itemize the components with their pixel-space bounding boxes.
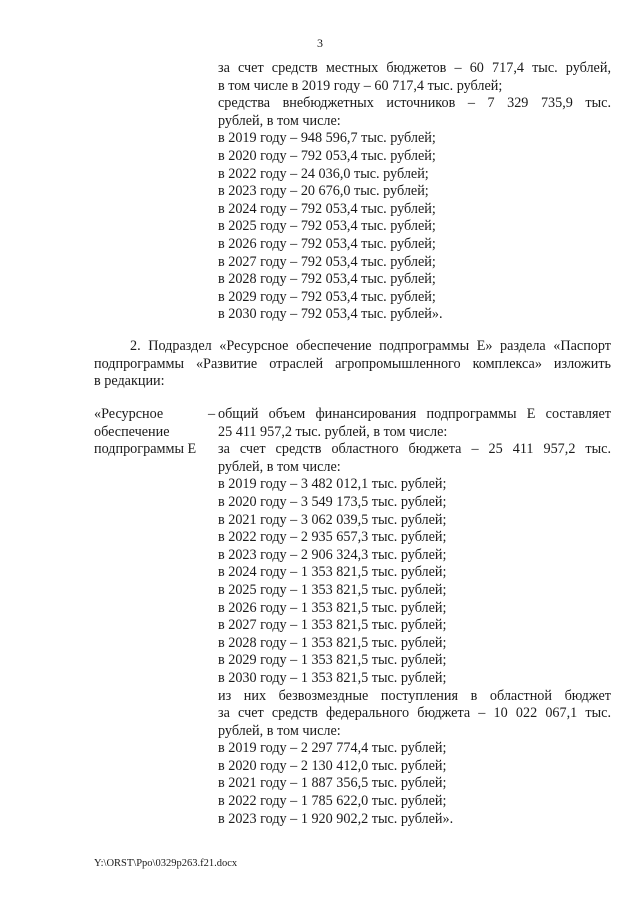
text-line: в 2022 году – 2 935 657,3 тыс. рублей;	[218, 529, 447, 546]
text-line: в 2025 году – 792 053,4 тыс. рублей;	[218, 218, 436, 235]
paragraph-line: подпрограммы «Развитие отраслей агропромышленного комплекса» изложить	[94, 355, 611, 372]
text-line: рублей, в том числе:	[218, 112, 341, 129]
text-line: в 2022 году – 24 036,0 тыс. рублей;	[218, 165, 429, 182]
text-line: в 2028 году – 792 053,4 тыс. рублей;	[218, 271, 436, 288]
file-path-footer: Y:\ORST\Ppo\0329p263.f21.docx	[94, 858, 238, 869]
label-line: подпрограммы Е	[94, 441, 197, 458]
page-number: 3	[317, 36, 323, 50]
label-dash: –	[208, 406, 216, 422]
text-line: в 2026 году – 792 053,4 тыс. рублей;	[218, 235, 436, 252]
text-line: рублей, в том числе:	[218, 458, 341, 475]
text-line: общий объем финансирования подпрограммы Е составляет	[218, 406, 611, 422]
text-line: в 2022 году – 1 785 622,0 тыс. рублей;	[218, 793, 447, 810]
text-line: в 2020 году – 2 130 412,0 тыс. рублей;	[218, 757, 447, 774]
resource-details-block	[218, 406, 611, 828]
text-line: в 2023 году – 1 920 902,2 тыс. рублей».	[218, 810, 454, 827]
label-line: «Ресурсное	[94, 406, 164, 422]
text-line: в 2023 году – 20 676,0 тыс. рублей;	[218, 183, 429, 200]
label-line: обеспечение	[94, 423, 170, 440]
text-line: в 2029 году – 1 353 821,5 тыс. рублей;	[218, 652, 447, 669]
text-line: в 2021 году – 1 887 356,5 тыс. рублей;	[218, 775, 447, 792]
text-line: средства внебюджетных источников – 7 329 735,9 тыс.	[218, 95, 611, 112]
text-line: за счет средств федерального бюджета – 10 022 067,1 тыс.	[218, 705, 611, 722]
text-line: в 2024 году – 1 353 821,5 тыс. рублей;	[218, 564, 447, 581]
text-line: в 2025 году – 1 353 821,5 тыс. рублей;	[218, 581, 447, 598]
text-line: в 2019 году – 948 596,7 тыс. рублей;	[218, 130, 436, 147]
resource-label	[94, 406, 204, 459]
text-line: в 2019 году – 2 297 774,4 тыс. рублей;	[218, 740, 447, 757]
text-line: в 2026 году – 1 353 821,5 тыс. рублей;	[218, 599, 447, 616]
text-line: в том числе в 2019 году – 60 717,4 тыс. рублей;	[218, 77, 503, 94]
amendment-paragraph	[94, 338, 611, 391]
text-line: в 2024 году – 792 053,4 тыс. рублей;	[218, 200, 436, 217]
text-line: в 2030 году – 1 353 821,5 тыс. рублей;	[218, 669, 447, 686]
text-line: в 2021 году – 3 062 039,5 тыс. рублей;	[218, 511, 447, 528]
text-line: в 2027 году – 1 353 821,5 тыс. рублей;	[218, 617, 447, 634]
paragraph-line: в редакции:	[94, 373, 165, 390]
text-line: в 2020 году – 3 549 173,5 тыс. рублей;	[218, 493, 447, 510]
text-line: в 2029 году – 792 053,4 тыс. рублей;	[218, 288, 436, 305]
text-line: за счет средств областного бюджета – 25 411 957,2 тыс.	[218, 441, 611, 458]
text-line: в 2023 году – 2 906 324,3 тыс. рублей;	[218, 546, 447, 563]
text-line: из них безвозмездные поступления в областной бюджет	[218, 687, 611, 704]
text-line: в 2028 году – 1 353 821,5 тыс. рублей;	[218, 634, 447, 651]
budget-continuation-block	[218, 60, 611, 324]
text-line: за счет средств местных бюджетов – 60 717,4 тыс. рублей,	[218, 60, 611, 76]
text-line: в 2020 году – 792 053,4 тыс. рублей;	[218, 147, 436, 164]
text-line: 25 411 957,2 тыс. рублей, в том числе:	[218, 423, 448, 440]
text-line: рублей, в том числе:	[218, 722, 341, 739]
text-line: в 2027 году – 792 053,4 тыс. рублей;	[218, 253, 436, 270]
text-line: в 2019 году – 3 482 012,1 тыс. рублей;	[218, 476, 447, 493]
paragraph-line: 2. Подраздел «Ресурсное обеспечение подпрограммы Е» раздела «Паспорт	[130, 338, 611, 354]
text-line: в 2030 году – 792 053,4 тыс. рублей».	[218, 306, 443, 323]
